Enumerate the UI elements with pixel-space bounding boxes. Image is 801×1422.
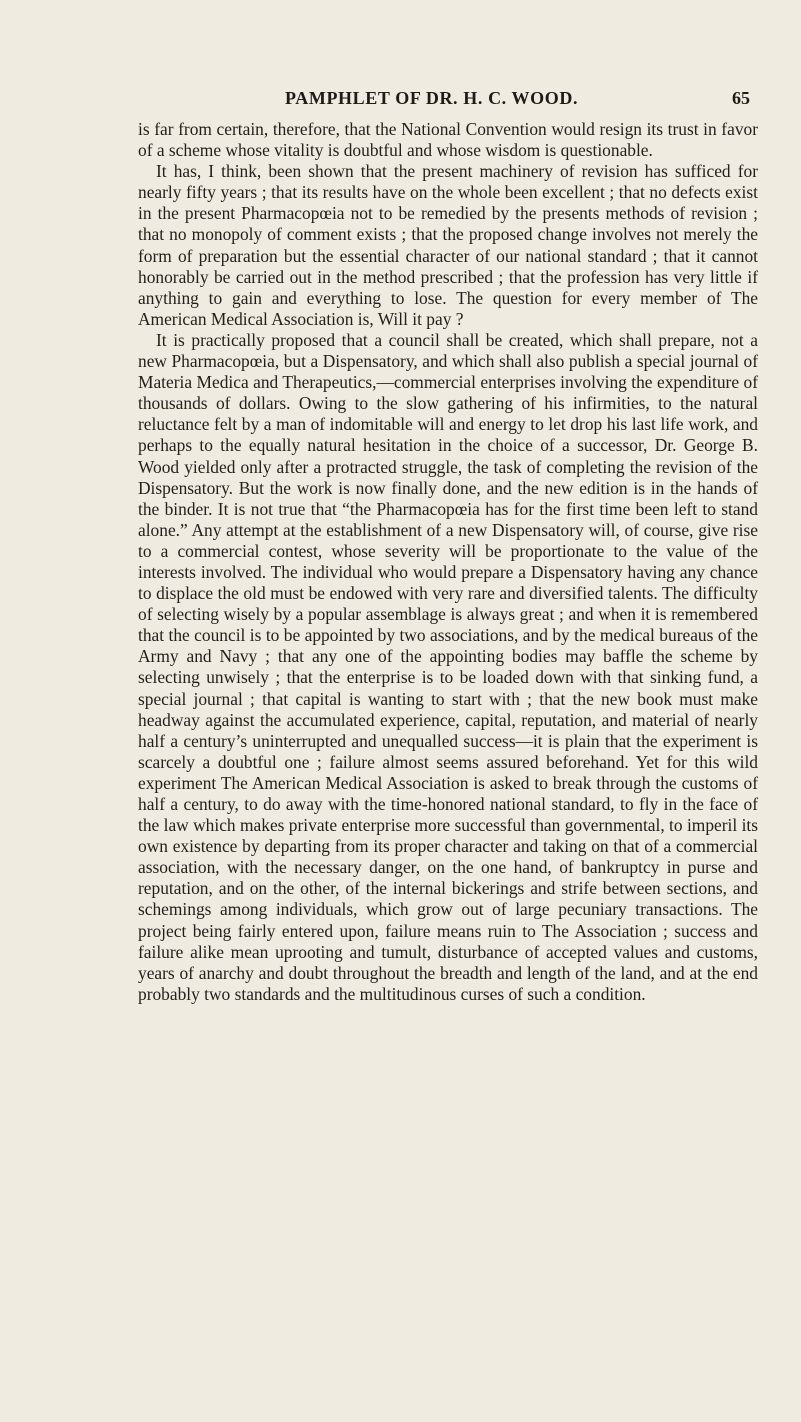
- paragraph-council-proposal: It is practically proposed that a council shall be created, which shall prepare, not a new Pharmacopœia, but a Dispensatory, and which shall also publish a special journal of Materia Medica and Therapeutics,—commercial enterprises involving the expenditure of thousands of dollars. Owing to the slow gathering of his infirmities, to the natural reluctance felt by a man of indomitable will and energy to let drop his last life work, and perhaps to the equally natural hesitation in the choice of a successor, Dr. George B. Wood yielded only after a protracted struggle, the task of completing the revision of the Dispensatory. But the work is now finally done, and the new edition is in the hands of the binder. It is not true that “the Pharmacopœia has for the first time been left to stand alone.” Any attempt at the establishment of a new Dispensatory will, of course, give rise to a commercial contest, whose severity will be proportionate to the value of the interests involved. The individual who would prepare a Dispensatory having any chance to displace the old must be endowed with very rare and diversified talents. The difficulty of selecting wisely by a popular assemblage is always great ; and when it is remembered that the council is to be appointed by two associations, and by the medical bureaus of the Army and Navy ; that any one of the appointing bodies may baffle the scheme by selecting unwisely ; that the enterprise is to be loaded down with that sinking fund, a special journal ; that capital is wanting to start with ; that the new book must make headway against the accumulated experience, capital, reputation, and material of nearly half a century’s uninterrupted and unequalled success—it is plain that the experiment is scarcely a doubtful one ; failure almost seems assured beforehand. Yet for this wild experiment The American Medical Association is asked to break through the customs of half a century, to do away with the time-honored national standard, to fly in the face of the law which makes private enterprise more successful than governmental, to imperil its own existence by departing from its proper character and taking on that of a commercial association, with the necessary danger, on the one hand, of bankruptcy in purse and reputation, and on the other, of the internal bickerings and strife between sections, and schemings among individuals, which grow out of large pecuniary transactions. The project being fairly entered upon, failure means ruin to The Association ; success and failure alike mean uprooting and tumult, disturbance of accepted values and customs, years of anarchy and doubt throughout the breadth and length of the land, and at the end probably two standards and the multitudinous curses of such a condition.: [138, 329, 758, 1004]
- paragraph-revision-machinery: It has, I think, been shown that the present machinery of revision has sufficed for nearly fifty years ; that its results have on the whole been excellent ; that no defects exist in the present Pharmacopœia not to be remedied by the presents methods of revision ; that no monopoly of comment exists ; that the proposed change involves not merely the form of preparation but the essential character of our national standard ; that it cannot honorably be carried out in the method prescribed ; that the profession has very little if anything to gain and everything to lose. The question for every member of The American Medical Association is, Will it pay ?: [138, 161, 758, 329]
- body-text: [138, 119, 758, 1005]
- paragraph-continuation: is far from certain, therefore, that the National Convention would resign its trust in favor of a scheme whose vitality is doubtful and whose wisdom is questionable.: [138, 119, 758, 161]
- running-title: PAMPHLET OF DR. H. C. WOOD.: [285, 88, 579, 108]
- running-head: [140, 88, 750, 112]
- page-number: 65: [732, 88, 750, 108]
